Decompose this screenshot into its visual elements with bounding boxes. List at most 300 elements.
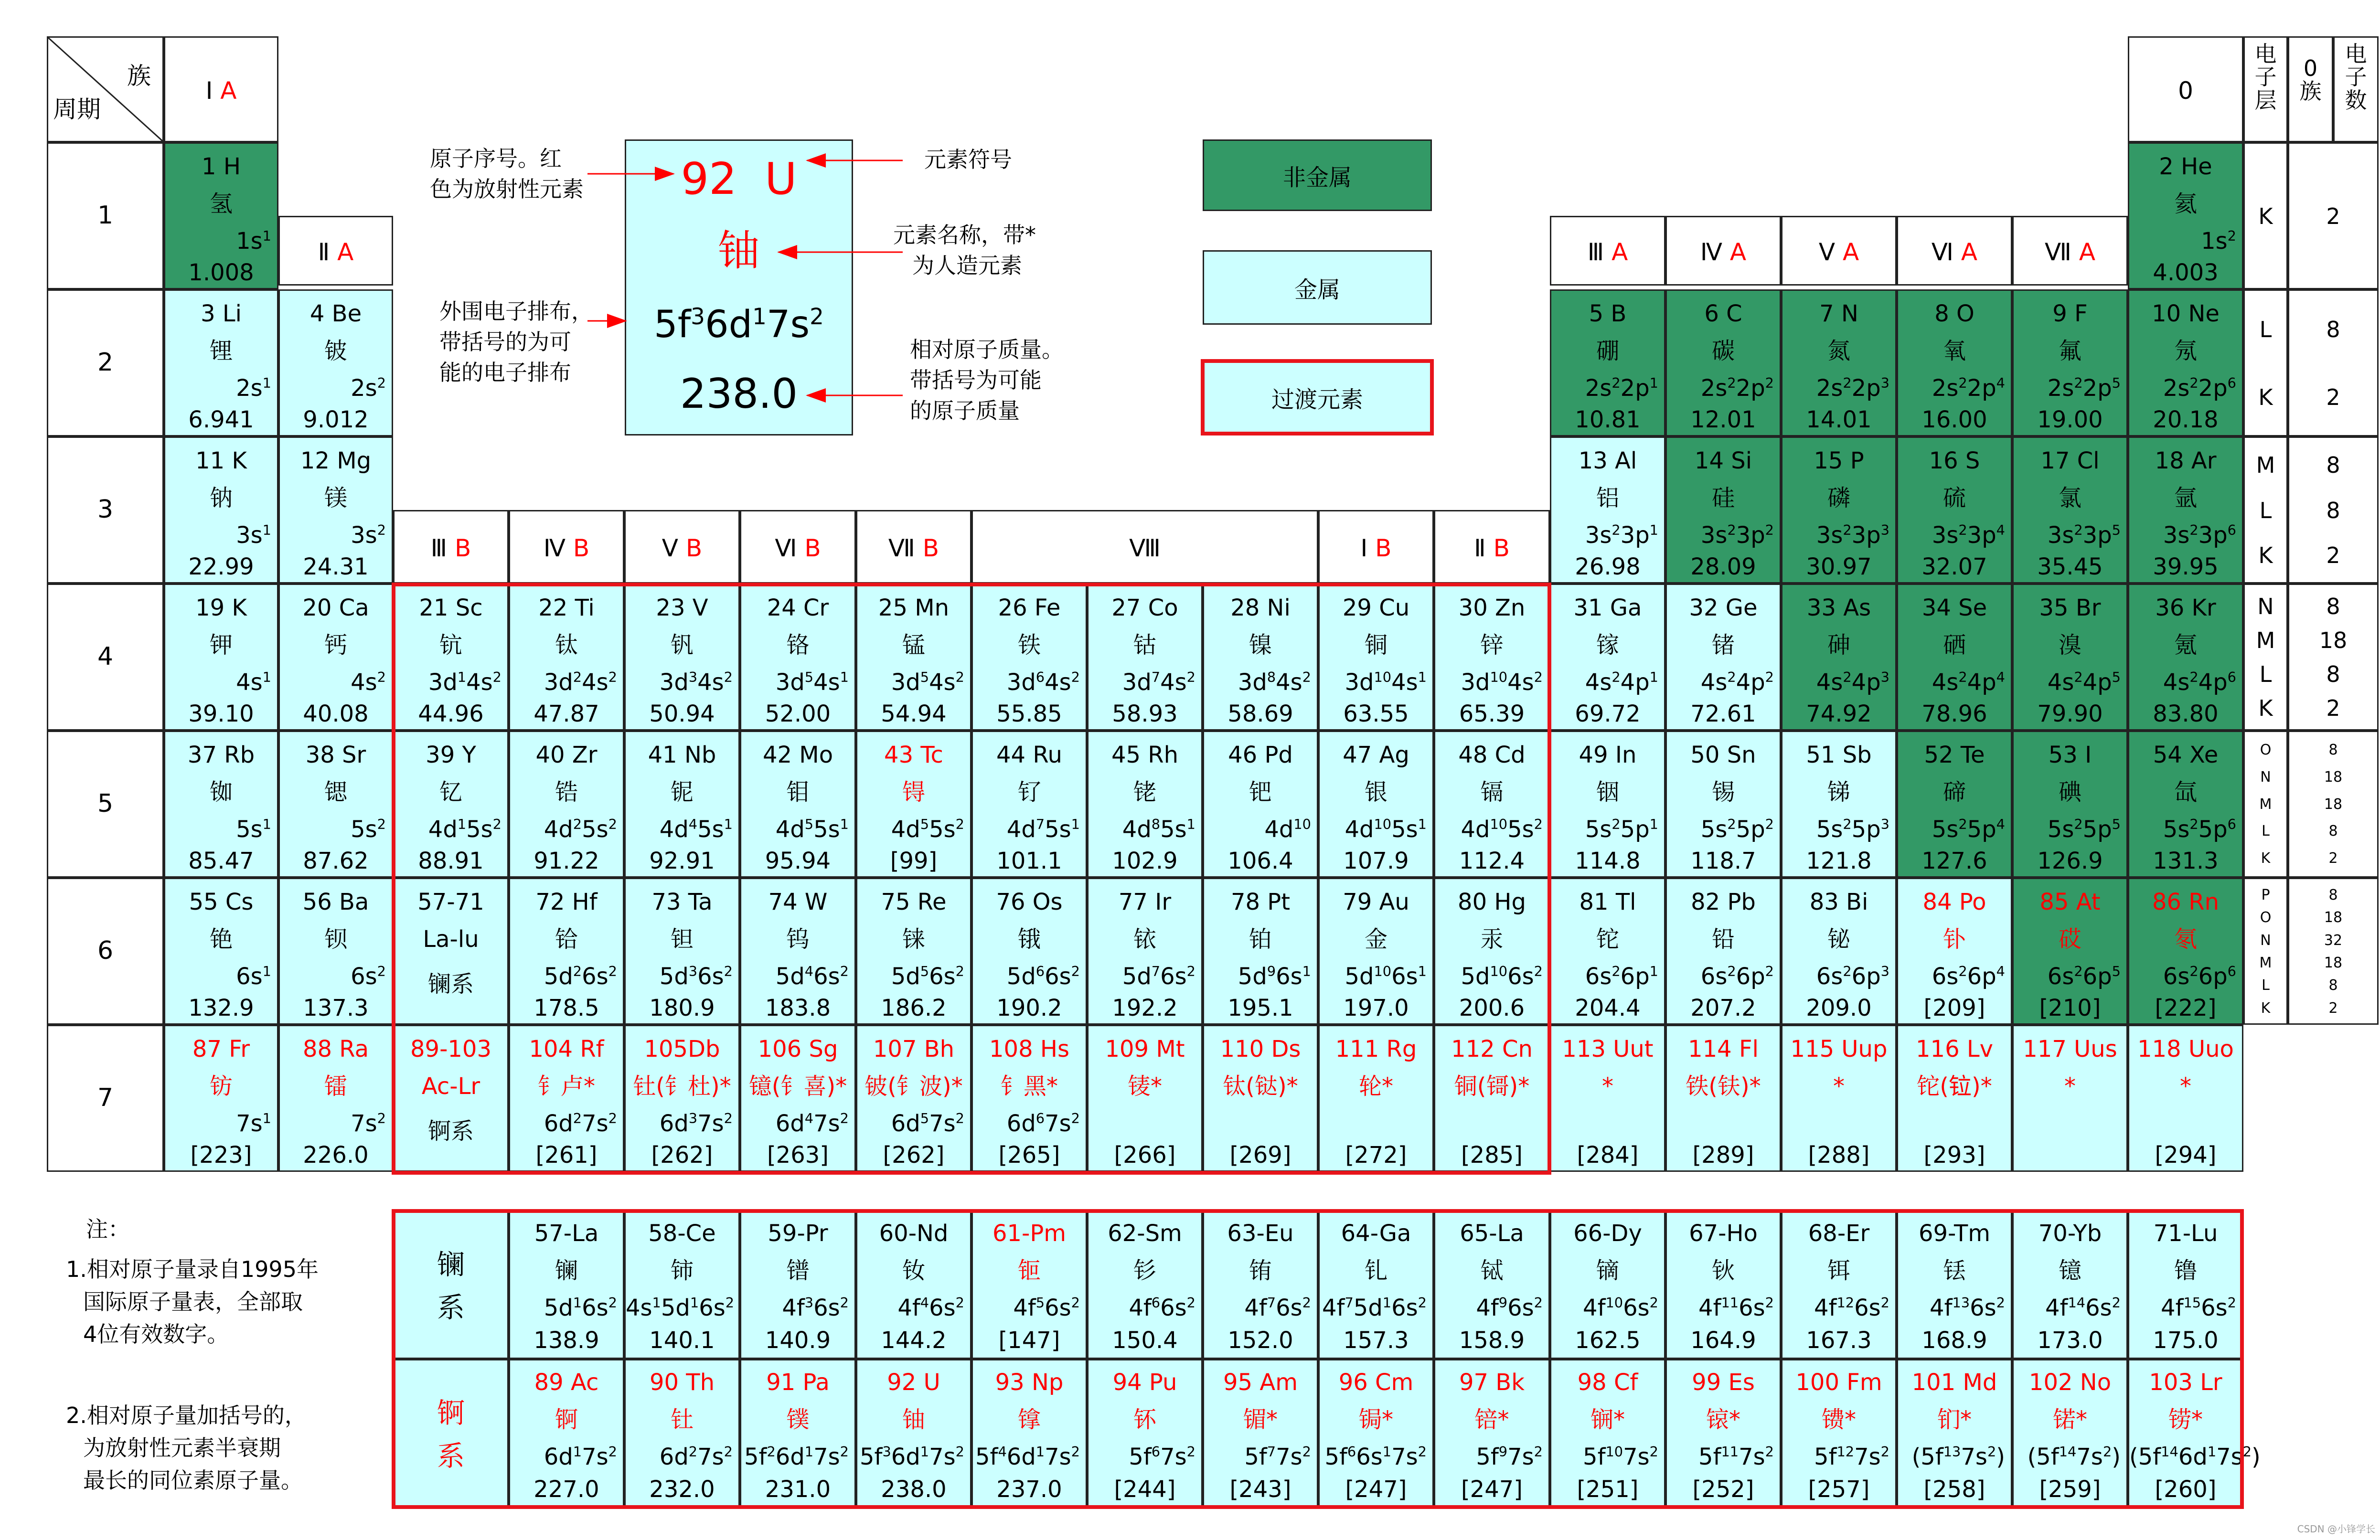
element-config: $4d^15s^2$ [428, 816, 502, 843]
element-mass: 190.2 [996, 995, 1062, 1021]
element-name: 钚 [1133, 1406, 1156, 1433]
element-mass: [247] [1345, 1476, 1407, 1503]
lanthanide-cell [1203, 1210, 1318, 1359]
element-config: $5s^25p^6$ [2163, 816, 2236, 843]
actinide-cell [2012, 1359, 2128, 1507]
element-number-symbol: 107 Bh [873, 1036, 955, 1062]
element-cell [971, 584, 1087, 731]
element-name: 镥 [2174, 1257, 2197, 1284]
element-series-range: La-lu [423, 926, 479, 953]
element-cell [1087, 731, 1203, 878]
element-name: 镤 [786, 1406, 810, 1433]
element-name: 铁(𫓧)* [1686, 1073, 1761, 1100]
element-name: 钽 [670, 926, 694, 953]
element-config: $1s^1$ [236, 228, 271, 255]
element-cell [2012, 1025, 2128, 1172]
element-number-symbol: 89 Ac [534, 1369, 599, 1396]
element-name: 钬 [1711, 1257, 1735, 1284]
element-mass: 10.81 [1575, 406, 1641, 433]
element-number-symbol: 67-Ho [1689, 1220, 1758, 1247]
element-cell [1897, 436, 2012, 584]
element-number-symbol: 30 Zn [1458, 595, 1526, 621]
element-cell [624, 731, 740, 878]
element-number-symbol: 36 Kr [2155, 595, 2216, 621]
shell-layers-period-2 [2243, 289, 2288, 436]
element-name: 铥 [1942, 1257, 1966, 1284]
element-config: $6d^37s^2$ [659, 1110, 733, 1137]
element-number-symbol: 65-La [1460, 1220, 1524, 1247]
element-number-symbol: 86 Rn [2152, 889, 2220, 915]
element-mass: 192.2 [1112, 995, 1178, 1021]
element-cell [740, 1025, 856, 1172]
element-mass: [272] [1345, 1142, 1407, 1168]
period-number: 4 [97, 642, 114, 671]
element-config: $4f^{15}6s^2$ [2161, 1295, 2236, 1321]
element-config: $5f^46d^17s^2$ [975, 1444, 1080, 1470]
element-mass: [252] [1692, 1476, 1754, 1503]
element-name: 钔* [1937, 1406, 1972, 1433]
element-number-symbol: 57-71 [417, 889, 484, 915]
element-mass: 158.9 [1459, 1327, 1525, 1354]
element-mass: 91.22 [534, 848, 599, 874]
element-config: $6s^26p^2$ [1700, 963, 1774, 990]
element-mass: 144.2 [881, 1327, 947, 1354]
element-mass: 20.18 [2153, 406, 2219, 433]
element-mass: [288] [1808, 1142, 1870, 1168]
actinide-cell [1203, 1359, 1318, 1507]
group-label: Ⅲ A [1587, 238, 1628, 266]
actinide-cell [740, 1359, 856, 1507]
element-config: $4f^75d^16s^2$ [1322, 1295, 1427, 1321]
element-cell [1203, 1025, 1318, 1172]
element-number-symbol: 91 Pa [766, 1369, 830, 1396]
element-name: 钪 [439, 632, 462, 658]
element-number-symbol: 44 Ru [996, 742, 1062, 768]
shell-layer-letters: O N M L K [2259, 742, 2272, 867]
element-mass: 164.9 [1690, 1327, 1756, 1354]
element-cell [624, 584, 740, 731]
element-name: 铌 [670, 779, 694, 806]
element-number-symbol: 112 Cn [1451, 1036, 1533, 1062]
element-config: $2s^1$ [236, 375, 271, 402]
element-config: $3s^23p^5$ [2047, 522, 2121, 549]
period-number: 1 [97, 201, 114, 230]
element-mass: 16.00 [1921, 406, 1987, 433]
element-name: 镭 [324, 1073, 347, 1100]
element-name: 钐 [1133, 1257, 1156, 1284]
element-cell [1781, 731, 1897, 878]
element-cell [2012, 436, 2128, 584]
element-cell [164, 878, 278, 1025]
element-number-symbol: 79 Au [1343, 889, 1409, 915]
element-cell [740, 878, 856, 1025]
element-number-symbol: 81 Tl [1579, 889, 1636, 915]
element-number-symbol: 78 Pt [1230, 889, 1291, 915]
element-config: $6d^67s^2$ [1006, 1110, 1080, 1137]
element-mass: [210] [2039, 995, 2101, 1021]
group-header-17 [2012, 216, 2128, 286]
period-cell-4 [47, 584, 164, 731]
element-number-symbol: 31 Ga [1573, 595, 1642, 621]
series-label: 镧 系 [437, 1248, 465, 1324]
element-name: 锶 [324, 779, 347, 806]
shell-counts-period-5 [2288, 731, 2379, 878]
period-number: 5 [97, 789, 114, 818]
element-number-symbol: 70-Yb [2038, 1220, 2102, 1247]
element-config: $5f^{10}7s^2$ [1583, 1444, 1658, 1470]
element-name: 镎 [1017, 1406, 1041, 1433]
element-mass: 197.0 [1343, 995, 1409, 1021]
series-label: 锕 系 [437, 1397, 465, 1472]
element-number-symbol: 111 Rg [1335, 1036, 1417, 1062]
shell-layer-letters: M L K [2256, 452, 2275, 569]
element-number-symbol: 82 Pb [1691, 889, 1756, 915]
actinide-cell [1665, 1359, 1781, 1507]
element-cell [971, 1025, 1087, 1172]
element-mass: [289] [1692, 1142, 1754, 1168]
element-cell [2128, 878, 2243, 1025]
element-number-symbol: 5 B [1589, 300, 1627, 327]
group0-header [2288, 36, 2333, 142]
element-number-symbol: 23 V [656, 595, 708, 621]
element-name: 镨 [786, 1257, 810, 1284]
element-name: 铼 [902, 926, 925, 953]
element-mass: 204.4 [1575, 995, 1641, 1021]
element-name: 铈 [670, 1257, 694, 1284]
element-name: 铟 [1596, 779, 1619, 806]
element-number-symbol: 4 Be [310, 300, 362, 327]
element-number-symbol: 40 Zr [535, 742, 598, 768]
annotation-symbol: 元素符号 [924, 147, 1012, 172]
element-name: 钨 [786, 926, 810, 953]
element-name: 钠 [209, 485, 233, 511]
element-number-symbol: 98 Cf [1577, 1369, 1638, 1396]
element-name: 硫 [1942, 485, 1966, 511]
element-config: $3s^23p^2$ [1700, 522, 1774, 549]
element-number-symbol: 10 Ne [2152, 300, 2220, 327]
note-2: 2.相对原子量加括号的， 为放射性元素半衰期 最长的同位素原子量。 [66, 1402, 307, 1493]
actinide-cell [1087, 1359, 1203, 1507]
element-name: 钌 [1017, 779, 1041, 806]
shell-layer-letters: P O N M L K [2259, 887, 2272, 1017]
element-cell [2128, 436, 2243, 584]
element-mass: 168.9 [1921, 1327, 1987, 1354]
shell-layers-period-6 [2243, 878, 2288, 1025]
element-cell [740, 731, 856, 878]
group-label: Ⅵ B [775, 534, 821, 562]
element-mass: 44.96 [418, 701, 484, 727]
shell-layers-period-4 [2243, 584, 2288, 731]
element-config: $5s^25p^5$ [2047, 816, 2121, 843]
group-header-18 [2128, 36, 2243, 142]
element-name: 铬 [786, 632, 810, 658]
element-mass: [266] [1114, 1142, 1176, 1168]
shell-counts-period-6 [2288, 878, 2379, 1025]
element-cell [2012, 878, 2128, 1025]
element-number-symbol: 28 Ni [1230, 595, 1291, 621]
element-config: $3d^54s^1$ [775, 669, 849, 696]
element-number-symbol: 106 Sg [758, 1036, 838, 1062]
annotation-config: 外围电子排布， 带括号的为可 能的电子排布 [439, 298, 593, 385]
element-mass: 157.3 [1343, 1327, 1409, 1354]
group-label: Ⅱ A [318, 238, 354, 266]
element-number-symbol: 88 Ra [302, 1036, 369, 1062]
element-number-symbol: 74 W [768, 889, 828, 915]
element-name: 镱(钅喜)* [748, 1073, 847, 1100]
element-number-symbol: 97 Bk [1459, 1369, 1525, 1396]
element-mass: 195.1 [1227, 995, 1293, 1021]
element-name: 氦 [2174, 191, 2197, 217]
element-cell [393, 1025, 509, 1172]
element-cell [1781, 878, 1897, 1025]
element-mass: 178.5 [534, 995, 599, 1021]
element-cell [1665, 289, 1781, 436]
element-mass: 167.3 [1806, 1327, 1872, 1354]
element-cell [2012, 584, 2128, 731]
element-config: $5s^25p^2$ [1700, 816, 1774, 843]
element-name: 轮* [1358, 1073, 1393, 1100]
element-cell [856, 731, 971, 878]
element-config: $7s^1$ [236, 1110, 271, 1137]
element-cell [856, 878, 971, 1025]
element-name: 镅* [1243, 1406, 1278, 1433]
actinide-cell [1897, 1359, 2012, 1507]
element-number-symbol: 59-Pr [768, 1220, 828, 1247]
element-name: 铁 [1017, 632, 1041, 658]
element-name: 钡 [324, 926, 347, 953]
element-number-symbol: 89-103 [410, 1036, 491, 1062]
element-mass: 118.7 [1690, 848, 1756, 874]
element-mass: [263] [767, 1142, 829, 1168]
element-name: 钯 [1249, 779, 1272, 806]
element-mass: 30.97 [1806, 553, 1872, 580]
element-config: $4d^75s^1$ [1006, 816, 1080, 843]
element-config: $4f^{13}6s^2$ [1930, 1295, 2005, 1321]
element-cell [1434, 731, 1550, 878]
legend-sample-mass: 238.0 [680, 370, 798, 418]
annotation-atomic-number: 原子序号。红 色为放射性元素 [430, 146, 584, 202]
element-cell [1665, 1025, 1781, 1172]
element-config: $4f^36s^2$ [782, 1295, 849, 1321]
element-config: $3s^23p^4$ [1932, 522, 2005, 549]
element-name: 氖 [2174, 338, 2197, 364]
element-mass: 12.01 [1690, 406, 1756, 433]
element-mass: [209] [1923, 995, 1985, 1021]
actinide-cell [1550, 1359, 1665, 1507]
element-config: $4d^55s^1$ [775, 816, 849, 843]
element-cell [740, 584, 856, 731]
element-number-symbol: 56 Ba [302, 889, 369, 915]
element-config: $4s^2$ [351, 669, 386, 696]
element-name: 氧 [1942, 338, 1966, 364]
element-name: 溴 [2058, 632, 2081, 658]
element-config: $7s^2$ [351, 1110, 386, 1137]
element-config: $5s^25p^4$ [1932, 816, 2005, 843]
element-name: 锕 [555, 1406, 578, 1433]
element-number-symbol: 95 Am [1223, 1369, 1298, 1396]
element-cell [1318, 878, 1434, 1025]
element-name: * [1833, 1073, 1845, 1100]
element-name: 铀 [902, 1406, 925, 1433]
count-header [2333, 36, 2379, 142]
element-name: 钍(钅杜)* [633, 1073, 731, 1100]
element-cell [1897, 584, 2012, 731]
element-mass: [243] [1229, 1476, 1291, 1503]
element-mass: 35.45 [2037, 553, 2103, 580]
element-config: $5d^66s^2$ [1006, 963, 1080, 990]
element-name: 锫* [1474, 1406, 1509, 1433]
element-cell [1550, 289, 1665, 436]
lanthanide-cell [1897, 1210, 2012, 1359]
element-number-symbol: 25 Mn [878, 595, 950, 621]
element-mass: 131.3 [2153, 848, 2219, 874]
element-config: $5s^2$ [351, 816, 386, 843]
actinide-label [393, 1359, 509, 1507]
element-config: $4f^76s^2$ [1244, 1295, 1311, 1321]
element-number-symbol: 53 I [2048, 742, 2092, 768]
element-name: 钅卢* [537, 1073, 595, 1100]
element-number-symbol: 22 Ti [538, 595, 595, 621]
element-cell [164, 731, 278, 878]
element-name: 氪 [2174, 632, 2197, 658]
period-number: 2 [97, 348, 114, 377]
period-number: 3 [97, 495, 114, 524]
element-number-symbol: 77 Ir [1118, 889, 1172, 915]
element-config: $4s^15d^16s^2$ [626, 1295, 735, 1321]
element-name: 铍(钅波)* [864, 1073, 963, 1100]
element-config: $4f^{12}6s^2$ [1814, 1295, 1889, 1321]
element-mass: 237.0 [996, 1476, 1062, 1503]
group-label: Ⅶ B [888, 534, 939, 562]
element-number-symbol: 42 Mo [762, 742, 833, 768]
element-cell [1318, 1025, 1434, 1172]
element-mass: 79.90 [2037, 701, 2103, 727]
element-config: $6s^2$ [351, 963, 386, 990]
element-number-symbol: 16 S [1929, 447, 1980, 474]
element-config: $5d^76s^2$ [1122, 963, 1195, 990]
element-number-symbol: 37 Rb [187, 742, 255, 768]
element-cell [1781, 436, 1897, 584]
element-mass: 180.9 [649, 995, 715, 1021]
element-config: $4s^24p^5$ [2047, 669, 2121, 696]
element-name: 钕 [902, 1257, 925, 1284]
element-name: 锌 [1480, 632, 1504, 658]
element-cell [971, 878, 1087, 1025]
element-mass: [99] [890, 848, 938, 874]
element-mass: [222] [2155, 995, 2217, 1021]
element-cell [1087, 584, 1203, 731]
element-config: $6s^26p^3$ [1816, 963, 1889, 990]
element-config: $6s^26p^4$ [1932, 963, 2005, 990]
element-cell [1550, 878, 1665, 1025]
element-config: $5f^77s^2$ [1244, 1444, 1311, 1470]
element-config: $6s^26p^6$ [2163, 963, 2236, 990]
element-config: $2s^22p^3$ [1816, 375, 1889, 402]
element-mass: 232.0 [649, 1476, 715, 1503]
group-header-3 [393, 510, 509, 584]
element-mass: 207.2 [1690, 995, 1756, 1021]
group-header-12 [1434, 510, 1550, 584]
element-mass: 39.10 [188, 701, 254, 727]
shell-counts-period-4 [2288, 584, 2379, 731]
element-mass: 85.47 [188, 848, 254, 874]
element-number-symbol: 101 Md [1911, 1369, 1997, 1396]
lanthanide-cell [624, 1210, 740, 1359]
element-number-symbol: 33 As [1806, 595, 1871, 621]
element-cell [1434, 1025, 1550, 1172]
group-header-7 [856, 510, 971, 584]
element-config: $3d^24s^2$ [544, 669, 617, 696]
element-cell [509, 1025, 624, 1172]
element-series-name: 镧系 [427, 971, 474, 998]
element-name: 锎* [1590, 1406, 1625, 1433]
period-cell-6 [47, 878, 164, 1025]
element-name: 锇 [1017, 926, 1041, 953]
element-mass: 24.31 [303, 553, 369, 580]
element-mass: 140.9 [765, 1327, 831, 1354]
element-name: 钇 [439, 779, 462, 806]
count-header-label: 电 子 数 [2345, 41, 2367, 113]
element-name: 镄* [1821, 1406, 1856, 1433]
element-number-symbol: 43 Tc [884, 742, 943, 768]
element-name: 氢 [209, 191, 233, 217]
element-mass: 88.91 [418, 848, 484, 874]
element-number-symbol: 46 Pd [1228, 742, 1293, 768]
element-cell [1434, 878, 1550, 1025]
group-header-6 [740, 510, 856, 584]
actinide-cell [509, 1359, 624, 1507]
group-label: Ⅰ A [205, 77, 237, 105]
element-number-symbol: 117 Uus [2023, 1036, 2117, 1062]
element-number-symbol: 116 Lv [1915, 1036, 1994, 1062]
element-mass: [284] [1577, 1142, 1639, 1168]
actinide-cell [971, 1359, 1087, 1507]
element-name: 金 [1364, 926, 1387, 953]
element-name: 铊(𫟷)* [1917, 1073, 1992, 1100]
element-cell [2128, 584, 2243, 731]
shell-layer-letters: L K [2258, 317, 2273, 410]
element-number-symbol: 1 H [202, 153, 241, 180]
group-header-1 [164, 36, 278, 142]
element-name: 砹 [2058, 926, 2081, 953]
element-mass: 9.012 [303, 406, 369, 433]
element-name: 铒 [1827, 1257, 1850, 1284]
element-name: 硒 [1942, 632, 1966, 658]
actinide-cell [856, 1359, 971, 1507]
element-name: 铪 [555, 926, 578, 953]
element-config: $4s^24p^3$ [1816, 669, 1889, 696]
element-cell [2128, 1025, 2243, 1172]
element-config: $3d^84s^2$ [1238, 669, 1311, 696]
element-config: $(5f^{13}7s^2)$ [1911, 1444, 2005, 1470]
element-mass: 65.39 [1459, 701, 1525, 727]
element-name: 铜(鿔)* [1454, 1073, 1530, 1100]
lanthanide-cell [1087, 1210, 1203, 1359]
group-header-4 [509, 510, 624, 584]
element-number-symbol: 34 Se [1921, 595, 1987, 621]
element-name: 磷 [1827, 485, 1850, 511]
element-mass: 72.61 [1690, 701, 1756, 727]
element-cell [278, 731, 393, 878]
element-number-symbol: 80 Hg [1458, 889, 1526, 915]
element-cell [1897, 878, 2012, 1025]
element-cell [1203, 731, 1318, 878]
lanthanide-cell [971, 1210, 1087, 1359]
element-config: $3d^64s^2$ [1006, 669, 1080, 696]
element-number-symbol: 94 Pu [1112, 1369, 1177, 1396]
element-mass: 101.1 [996, 848, 1062, 874]
element-cell [624, 878, 740, 1025]
